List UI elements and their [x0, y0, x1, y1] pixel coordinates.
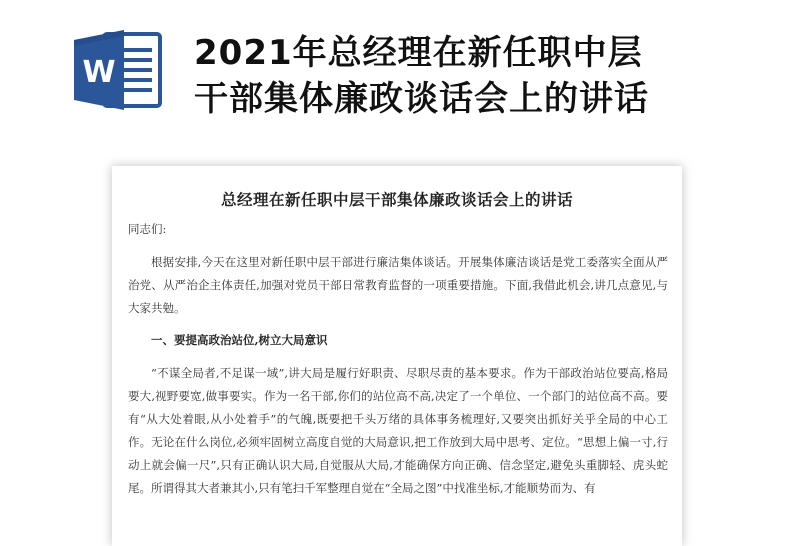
svg-text:W: W	[82, 55, 116, 90]
page-title	[194, 30, 754, 122]
salutation: 同志们:	[128, 222, 167, 236]
document-title: 总经理在新任职中层干部集体廉政谈话会上的讲话	[220, 190, 573, 209]
paragraph-intro: 根据安排,今天在这里对新任职中层干部进行廉洁集体谈话。开展集体廉洁谈话是党工委落实全面从严治党、从严治企主体责任,加强对党员干部日常教育监督的一项重要措施。下面,我借此机会,讲几点意见,与大家共勉。	[128, 255, 668, 315]
document-preview	[112, 166, 682, 546]
page-title-line-2: 干部集体廉政谈话会上的讲话	[194, 79, 649, 119]
word-icon	[74, 28, 166, 112]
page-title-line-1: 2021年总经理在新任职中层	[194, 33, 643, 73]
paragraph-section-1: “不谋全局者,不足谋一域”,讲大局是履行好职责、尽职尽责的基本要求。作为干部政治站位要高,格局要大,视野要宽,做事要实。作为一名干部,你们的站位高不高,决定了一个单位、一个部门的站位高不高。要有“从大处着眼,从小处着手”的气魄,既要把千头万绪的具体事务梳理好,又要突出抓好关乎全局的中心工作。无论在什么岗位,必须牢固树立高度自觉的大局意识,把工作放到大局中思考、定位。“思想上偏一寸,行动上就会偏一尺”,只有正确认识大局,自觉服从大局,才能确保方向正确、信念坚定,避免头重脚轻、虎头蛇尾。所谓得其大者兼其小,只有笔扫千军整理自觉在“全局之图”中找准坐标,才能顺势而为、有	[128, 366, 668, 495]
header	[0, 0, 800, 150]
document-body	[128, 218, 668, 500]
section-heading-1: 一、要提高政治站位,树立大局意识	[151, 333, 328, 347]
